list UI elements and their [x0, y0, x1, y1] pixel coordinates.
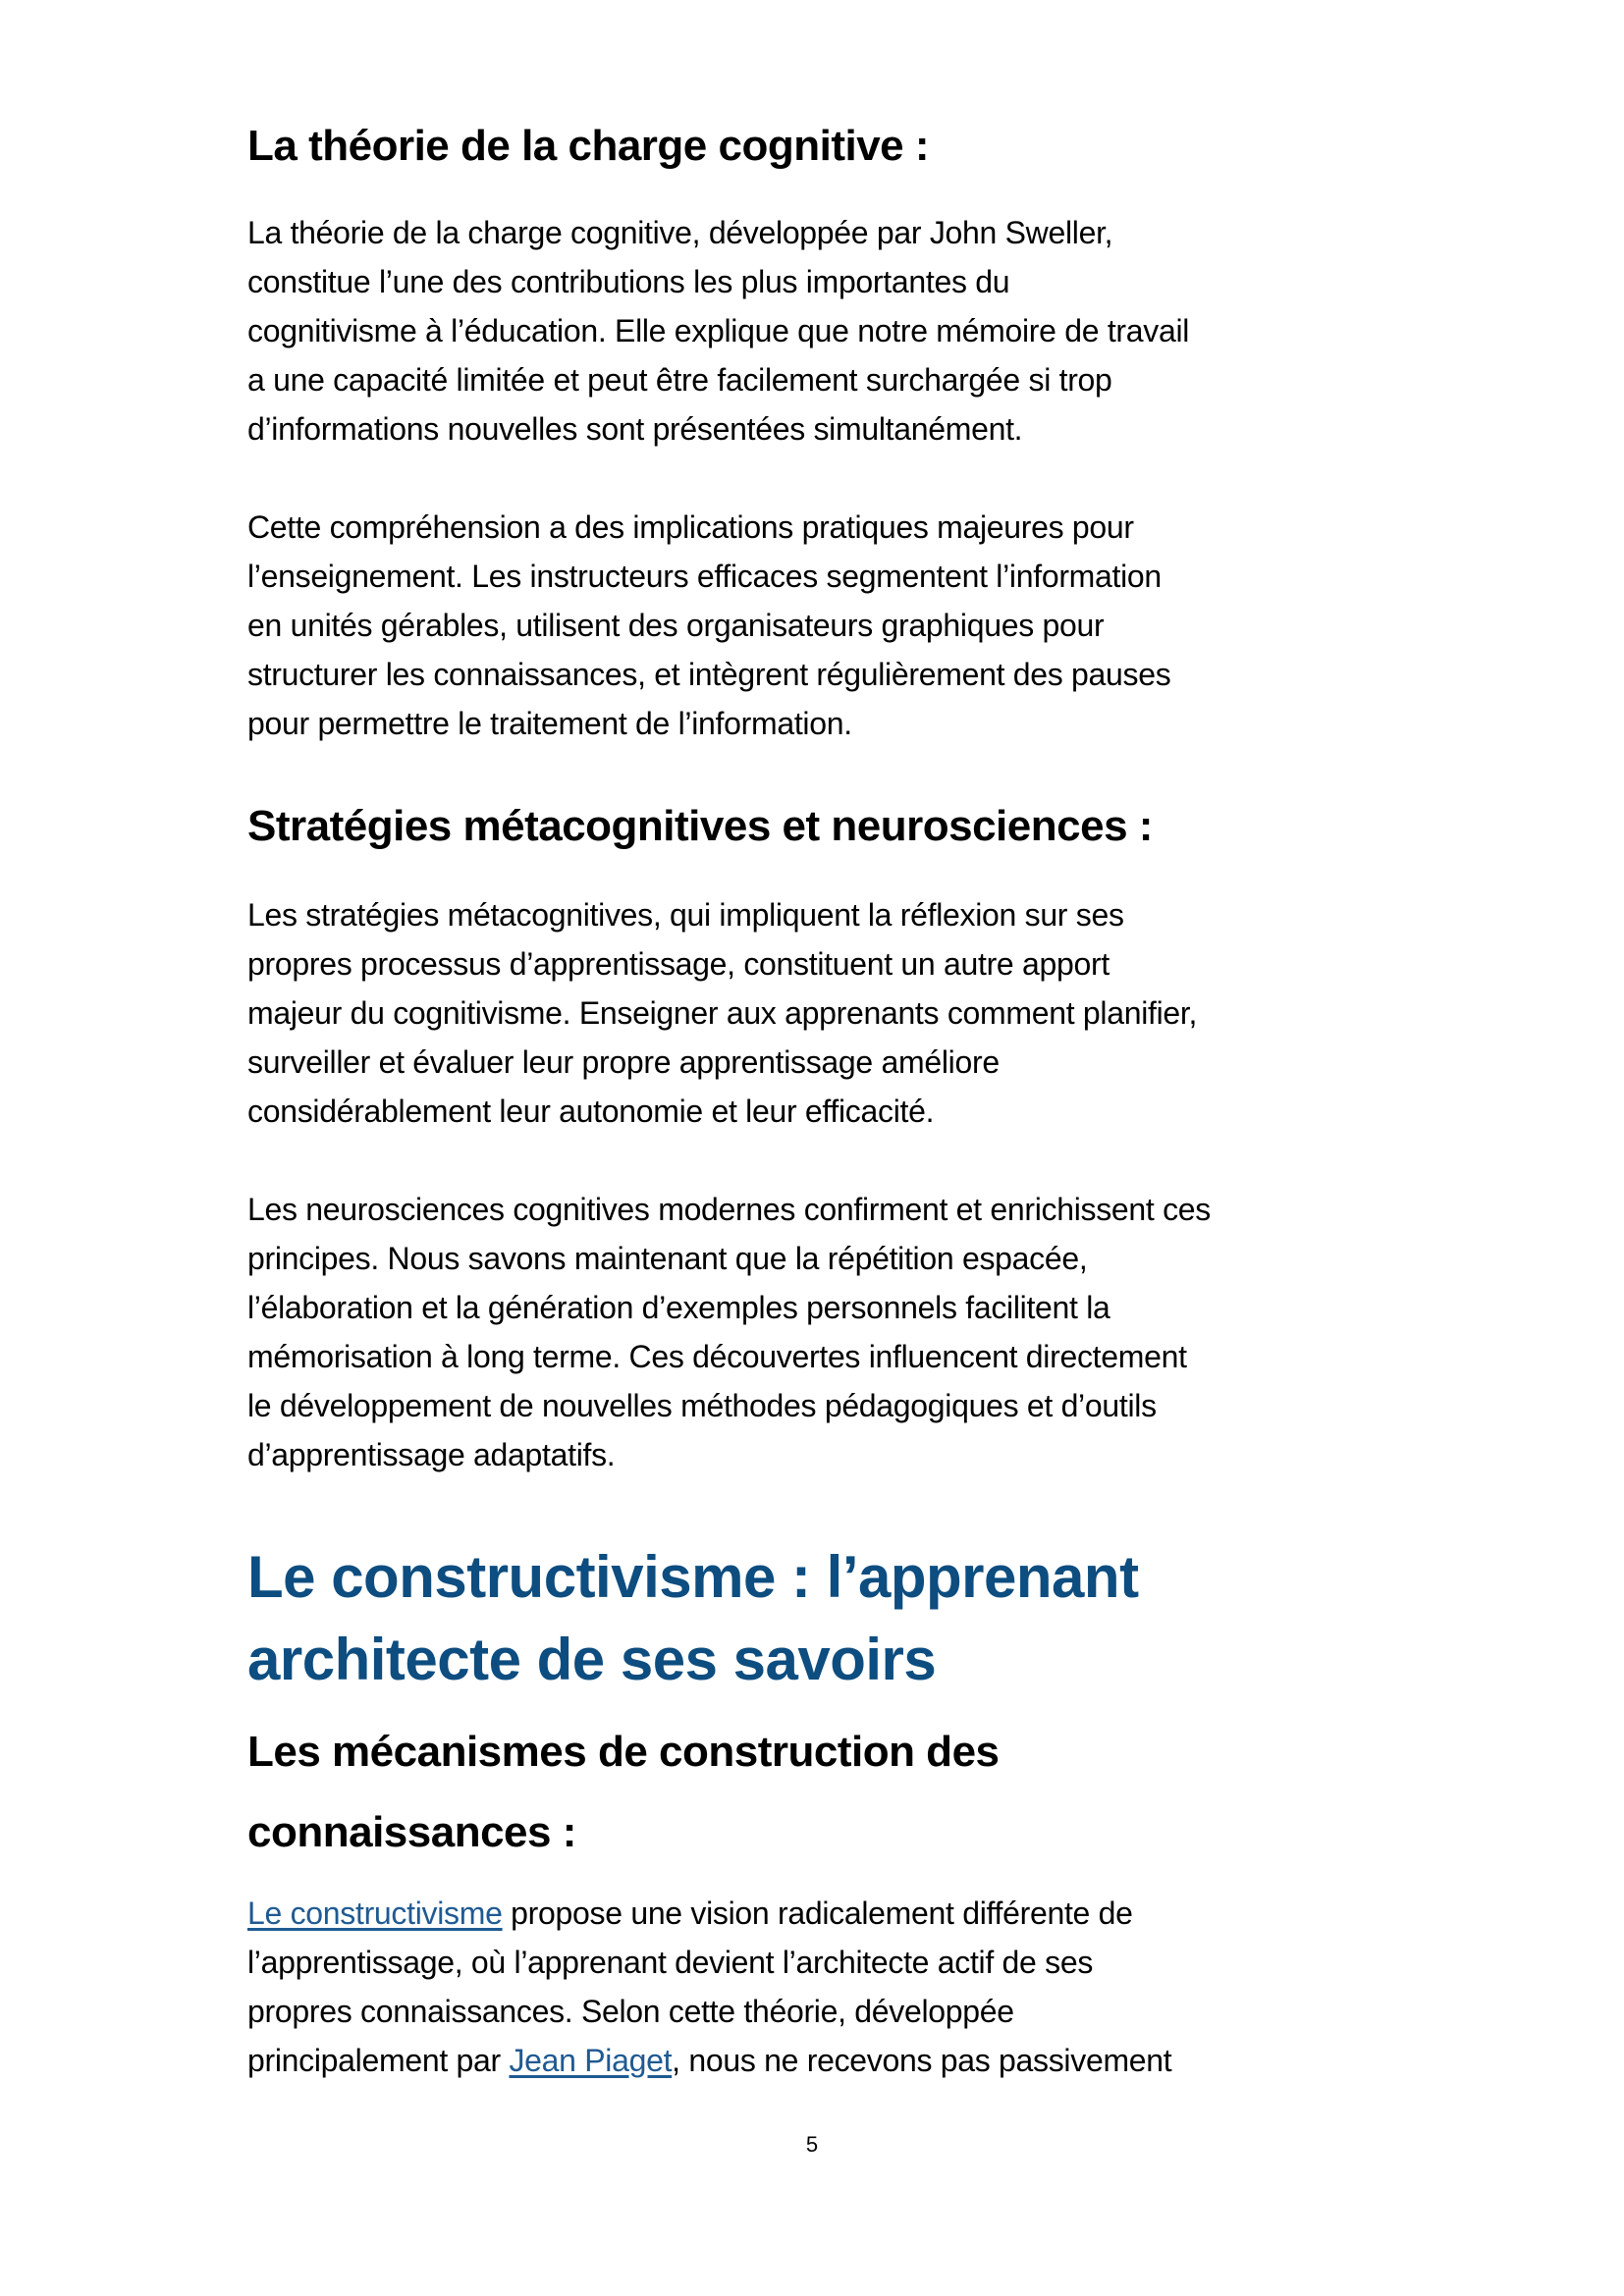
- paragraph-line: l’enseignement. Les instructeurs efficaces segmentent l’information: [247, 559, 1162, 594]
- paragraph-line: mémorisation à long terme. Ces découvertes influencent directement: [247, 1339, 1187, 1374]
- paragraph-line: Cette compréhension a des implications pratiques majeures pour: [247, 509, 1134, 545]
- link-constructivisme[interactable]: Le constructivisme: [247, 1896, 503, 1931]
- paragraph-line: propres processus d’apprentissage, constituent un autre apport: [247, 946, 1110, 982]
- paragraph-line: Les stratégies métacognitives, qui impliquent la réflexion sur ses: [247, 897, 1124, 933]
- paragraph-line: structurer les connaissances, et intègrent régulièrement des pauses: [247, 657, 1171, 692]
- paragraph-line: en unités gérables, utilisent des organisateurs graphiques pour: [247, 608, 1105, 643]
- paragraph-line: l’apprentissage, où l’apprenant devient l’architecte actif de ses: [247, 1945, 1094, 1980]
- heading-cognitive-load: La théorie de la charge cognitive :: [247, 122, 930, 170]
- paragraph-line: [247, 1896, 1133, 1932]
- page-number: 5: [805, 2132, 819, 2157]
- paragraph-line: l’élaboration et la génération d’exemples personnels facilitent la: [247, 1290, 1110, 1325]
- subheading-mechanisms-line1: Les mécanismes de construction des: [247, 1728, 1000, 1776]
- paragraph-line: a une capacité limitée et peut être facilement surchargée si trop: [247, 362, 1112, 398]
- paragraph-line: [247, 2043, 1171, 2079]
- title-constructivism-line1: Le constructivisme : l’apprenant: [247, 1544, 1139, 1610]
- paragraph-line: pour permettre le traitement de l’information.: [247, 706, 852, 741]
- paragraph-line: majeur du cognitivisme. Enseigner aux apprenants comment planifier,: [247, 995, 1198, 1031]
- paragraph-line: cognitivisme à l’éducation. Elle explique que notre mémoire de travail: [247, 313, 1190, 348]
- paragraph-line: La théorie de la charge cognitive, développée par John Sweller,: [247, 215, 1113, 250]
- paragraph-text: propose une vision radicalement différente de: [502, 1896, 1133, 1931]
- paragraph-line: constitue l’une des contributions les plus importantes du: [247, 264, 1010, 299]
- paragraph-line: le développement de nouvelles méthodes pédagogiques et d’outils: [247, 1388, 1157, 1423]
- paragraph-line: considérablement leur autonomie et leur efficacité.: [247, 1094, 935, 1129]
- paragraph-line: propres connaissances. Selon cette théorie, développée: [247, 1994, 1014, 2029]
- paragraph-line: principes. Nous savons maintenant que la répétition espacée,: [247, 1241, 1088, 1276]
- heading-metacognition: Stratégies métacognitives et neurosciences :: [247, 802, 1153, 850]
- paragraph-line: surveiller et évaluer leur propre apprentissage améliore: [247, 1044, 1000, 1080]
- paragraph-text: principalement par: [247, 2043, 510, 2078]
- subheading-mechanisms-line2: connaissances :: [247, 1808, 576, 1856]
- title-constructivism-line2: architecte de ses savoirs: [247, 1627, 937, 1692]
- paragraph-text: , nous ne recevons pas passivement: [672, 2043, 1172, 2078]
- link-jean-piaget[interactable]: Jean Piaget: [509, 2043, 673, 2078]
- paragraph-line: Les neurosciences cognitives modernes confirment et enrichissent ces: [247, 1192, 1211, 1227]
- paragraph-line: d’informations nouvelles sont présentées simultanément.: [247, 411, 1023, 447]
- paragraph-line: d’apprentissage adaptatifs.: [247, 1437, 616, 1472]
